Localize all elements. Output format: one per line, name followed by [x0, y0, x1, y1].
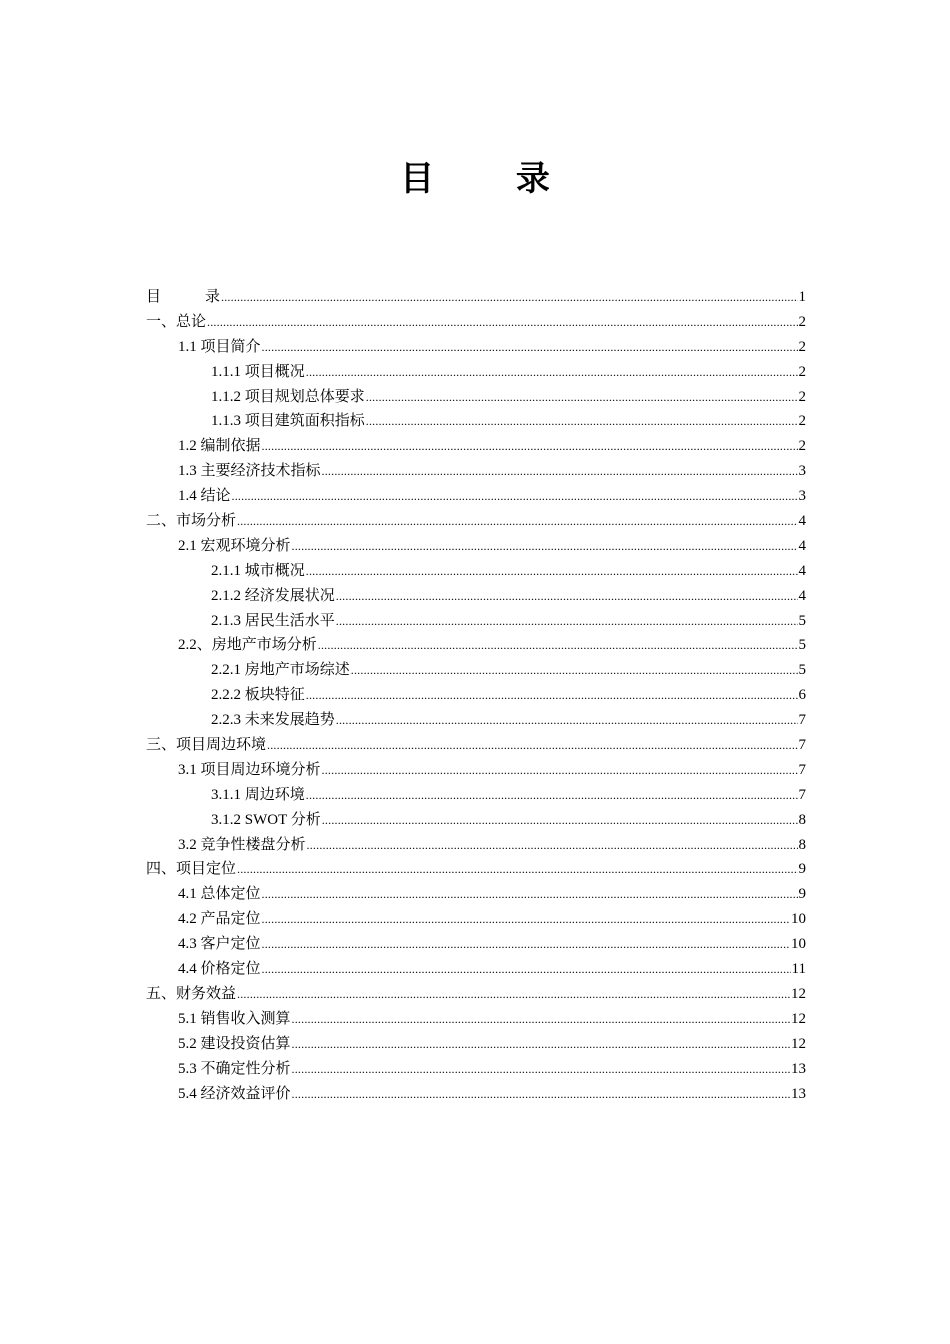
toc-entry-label: 1.1.3 项目建筑面积指标 [211, 413, 365, 430]
toc-entry-page-number: 12 [791, 985, 806, 1002]
dot-leader [322, 808, 798, 833]
toc-entry[interactable] [146, 733, 806, 758]
toc-entry-label: 二、市场分析 [146, 513, 237, 530]
toc-entry-page-number: 7 [798, 737, 806, 754]
dot-leader [306, 559, 798, 584]
dot-leader [306, 683, 798, 708]
toc-entry[interactable] [146, 609, 806, 634]
toc-entry-page-number: 3 [798, 488, 806, 505]
toc-entry-page-number: 8 [798, 811, 806, 828]
dot-leader [267, 733, 797, 758]
toc-entry-label: 3.2 竞争性楼盘分析 [178, 836, 306, 853]
toc-entry-label-part: 录 [205, 289, 221, 305]
toc-entry[interactable] [146, 932, 806, 957]
toc-entry[interactable] [146, 559, 806, 584]
toc-entry[interactable] [146, 758, 806, 783]
dot-leader [221, 285, 797, 310]
toc-entry[interactable] [146, 1007, 806, 1032]
toc-entry-page-number: 4 [798, 587, 806, 604]
toc-entry-page-number: 4 [798, 562, 806, 579]
toc-entry-label: 1.3 主要经济技术指标 [178, 463, 321, 480]
toc-entry-label: 2.2.1 房地产市场综述 [211, 662, 350, 679]
page-title-char-2: 录 [515, 159, 550, 199]
toc-entry[interactable] [146, 335, 806, 360]
toc-entry-label: 5.4 经济效益评价 [178, 1085, 291, 1102]
toc-entry-label: 4.3 客户定位 [178, 936, 261, 953]
dot-leader [262, 932, 790, 957]
dot-leader [237, 982, 790, 1007]
toc-entry[interactable] [146, 385, 806, 410]
toc-entry-label-part: 目 [146, 289, 162, 305]
toc-entry-label: 2.2、房地产市场分析 [178, 637, 317, 654]
toc-entry-label: 四、项目定位 [146, 861, 237, 878]
toc-entry-label: 3.1.1 周边环境 [211, 786, 305, 803]
toc-entry-page-number: 5 [798, 612, 806, 629]
toc-entry[interactable] [146, 833, 806, 858]
dot-leader [262, 957, 791, 982]
dot-leader [336, 708, 798, 733]
toc-entry-page-number: 12 [791, 1035, 806, 1052]
toc-entry-label: 1.1.2 项目规划总体要求 [211, 388, 365, 405]
toc-entry[interactable] [146, 633, 806, 658]
toc-entry[interactable] [146, 509, 806, 534]
toc-entry-page-number: 3 [798, 463, 806, 480]
toc-entry[interactable] [146, 857, 806, 882]
toc-entry[interactable] [146, 957, 806, 982]
dot-leader [306, 360, 798, 385]
toc-entry-page-number: 2 [798, 313, 806, 330]
toc-entry-label: 3.1 项目周边环境分析 [178, 761, 321, 778]
toc-entry[interactable] [146, 683, 806, 708]
dot-leader [292, 1082, 790, 1107]
toc-entry-label: 2.1 宏观环境分析 [178, 537, 291, 554]
dot-leader [292, 534, 798, 559]
dot-leader [262, 434, 798, 459]
toc-entry[interactable] [146, 459, 806, 484]
page-title [0, 156, 950, 202]
dot-leader [351, 658, 798, 683]
toc-entry[interactable] [146, 534, 806, 559]
toc-entry-label: 2.1.2 经济发展状况 [211, 587, 335, 604]
toc-entry-page-number: 2 [798, 388, 806, 405]
toc-entry-page-number: 7 [798, 786, 806, 803]
toc-entry[interactable] [146, 1082, 806, 1107]
toc-entry[interactable] [146, 783, 806, 808]
table-of-contents [146, 285, 806, 1106]
dot-leader [336, 584, 798, 609]
dot-leader [262, 882, 798, 907]
toc-entry-label: 2.1.1 城市概况 [211, 562, 305, 579]
toc-entry-page-number: 2 [798, 438, 806, 455]
toc-entry[interactable] [146, 708, 806, 733]
dot-leader [292, 1007, 790, 1032]
toc-entry-page-number: 5 [798, 662, 806, 679]
toc-entry-page-number: 8 [798, 836, 806, 853]
toc-entry-label: 1.1 项目简介 [178, 338, 261, 355]
toc-entry-label: 一、总论 [146, 313, 207, 330]
toc-entry-label: 三、项目周边环境 [146, 737, 267, 754]
toc-entry[interactable] [146, 1032, 806, 1057]
toc-entry-page-number: 10 [791, 911, 806, 928]
toc-entry[interactable] [146, 1057, 806, 1082]
dot-leader [318, 633, 798, 658]
page-title-char-1: 目 [400, 159, 435, 199]
toc-entry[interactable] [146, 982, 806, 1007]
toc-entry-label: 2.2.3 未来发展趋势 [211, 712, 335, 729]
dot-leader [292, 1057, 790, 1082]
toc-entry[interactable] [146, 285, 806, 310]
dot-leader [262, 907, 790, 932]
dot-leader [366, 385, 798, 410]
toc-entry-label: 五、财务效益 [146, 985, 237, 1002]
toc-entry-label: 2.2.2 板块特征 [211, 687, 305, 704]
toc-entry-label: 5.2 建设投资估算 [178, 1035, 291, 1052]
toc-entry-page-number: 7 [798, 761, 806, 778]
toc-entry-page-number: 5 [798, 637, 806, 654]
toc-entry-page-number: 2 [798, 338, 806, 355]
dot-leader [336, 609, 798, 634]
toc-entry[interactable] [146, 907, 806, 932]
dot-leader [207, 310, 797, 335]
toc-entry-page-number: 9 [798, 886, 806, 903]
toc-entry-label: 3.1.2 SWOT 分析 [211, 811, 321, 828]
toc-entry[interactable] [146, 409, 806, 434]
toc-entry-page-number: 12 [791, 1010, 806, 1027]
toc-entry[interactable] [146, 360, 806, 385]
toc-entry-page-number: 4 [798, 537, 806, 554]
toc-entry-page-number: 10 [791, 936, 806, 953]
toc-entry[interactable] [146, 434, 806, 459]
toc-entry-label: 5.1 销售收入测算 [178, 1010, 291, 1027]
dot-leader [307, 833, 798, 858]
toc-entry-label [146, 285, 220, 310]
dot-leader [292, 1032, 790, 1057]
toc-entry-page-number: 2 [798, 363, 806, 380]
toc-entry-page-number: 4 [798, 513, 806, 530]
toc-entry-page-number: 9 [798, 861, 806, 878]
dot-leader [366, 409, 798, 434]
toc-entry[interactable] [146, 310, 806, 335]
dot-leader [322, 758, 798, 783]
dot-leader [262, 335, 798, 360]
toc-entry-page-number: 2 [798, 413, 806, 430]
toc-entry-label: 1.4 结论 [178, 488, 231, 505]
toc-entry[interactable] [146, 584, 806, 609]
toc-entry-label: 5.3 不确定性分析 [178, 1060, 291, 1077]
toc-entry-label: 1.2 编制依据 [178, 438, 261, 455]
toc-entry-page-number: 7 [798, 712, 806, 729]
toc-entry[interactable] [146, 882, 806, 907]
dot-leader [232, 484, 798, 509]
toc-entry-page-number: 1 [798, 289, 806, 305]
dot-leader [322, 459, 798, 484]
dot-leader [237, 509, 797, 534]
toc-entry-page-number: 6 [798, 687, 806, 704]
toc-entry-page-number: 13 [791, 1085, 806, 1102]
toc-entry-label: 4.4 价格定位 [178, 961, 261, 978]
dot-leader [237, 857, 797, 882]
toc-entry-page-number: 11 [791, 961, 806, 978]
toc-entry[interactable] [146, 808, 806, 833]
toc-entry-label: 1.1.1 项目概况 [211, 363, 305, 380]
toc-entry-label: 2.1.3 居民生活水平 [211, 612, 335, 629]
dot-leader [306, 783, 798, 808]
toc-entry-label: 4.1 总体定位 [178, 886, 261, 903]
toc-entry-label: 4.2 产品定位 [178, 911, 261, 928]
toc-entry[interactable] [146, 658, 806, 683]
toc-entry-page-number: 13 [791, 1060, 806, 1077]
toc-entry[interactable] [146, 484, 806, 509]
